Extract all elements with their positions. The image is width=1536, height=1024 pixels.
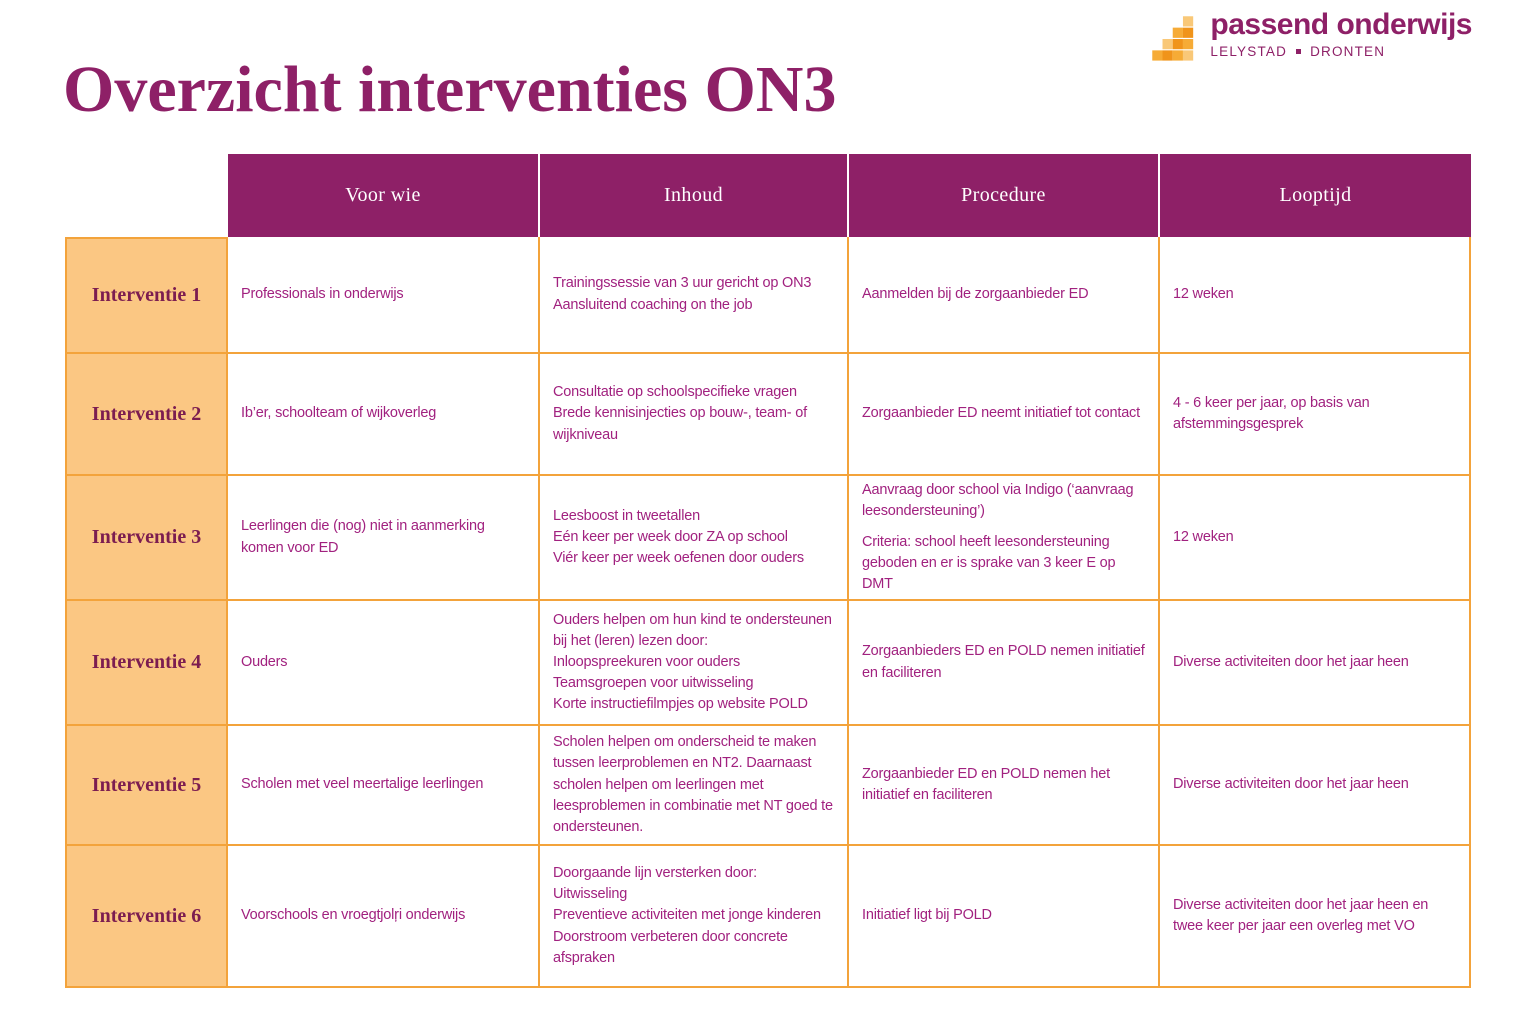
cell-line: Initiatief ligt bij POLD — [862, 907, 992, 924]
row-label-interventie-6: Interventie 6 — [65, 846, 228, 988]
mosaic-squares-icon — [1152, 14, 1198, 64]
cell-paragraph — [553, 382, 834, 445]
cell-line: Zorgaanbieder ED en POLD nemen het initiatief en faciliteren — [862, 765, 1110, 803]
cell-line: Leerlingen die (nog) niet in aanmerking komen voor ED — [241, 518, 485, 556]
cell-looptijd-row-3 — [1160, 476, 1471, 601]
cell-looptijd-row-5 — [1160, 726, 1471, 846]
cell-paragraph — [862, 532, 1145, 595]
cell-paragraph — [862, 480, 1145, 522]
cell-paragraph — [862, 641, 1145, 683]
cell-paragraph — [1173, 895, 1456, 937]
cell-paragraph — [553, 863, 834, 968]
cell-line: Doorgaande lijn versterken door: — [553, 865, 757, 882]
column-header-looptijd: Looptijd — [1160, 154, 1471, 237]
cell-paragraph — [862, 764, 1145, 806]
cell-procedure-row-2 — [849, 354, 1160, 476]
cell-voor-wie-row-5 — [228, 726, 540, 846]
cell-paragraph — [862, 284, 1145, 305]
cell-looptijd-row-1 — [1160, 237, 1471, 354]
cell-procedure-row-4 — [849, 601, 1160, 726]
table-corner-spacer — [65, 154, 228, 237]
row-label-interventie-5: Interventie 5 — [65, 726, 228, 846]
cell-line: Brede kennisinjecties op bouw-, team- of wijkniveau — [553, 405, 807, 443]
cell-line: Aanmelden bij de zorgaanbieder ED — [862, 285, 1089, 302]
cell-paragraph — [553, 273, 834, 315]
cell-paragraph — [241, 774, 525, 795]
cell-paragraph — [1173, 393, 1456, 435]
cell-line: 12 weken — [1173, 285, 1234, 302]
cell-voor-wie-row-1 — [228, 237, 540, 354]
cell-line: 4 - 6 keer per jaar, op basis van afstemmingsgesprek — [1173, 394, 1370, 432]
square-bullet-icon — [1296, 49, 1301, 54]
cell-paragraph — [241, 516, 525, 558]
cell-paragraph — [1173, 652, 1456, 673]
cell-line: Ouders — [241, 653, 288, 670]
logo-location-dronten: DRONTEN — [1310, 44, 1386, 59]
cell-line: Korte instructiefilmpjes op website POLD — [553, 696, 808, 713]
cell-inhoud-row-5 — [540, 726, 849, 846]
cell-line: Teamsgroepen voor uitwisseling — [553, 675, 754, 692]
cell-line: Viér keer per week oefenen door ouders — [553, 550, 804, 566]
cell-paragraph — [241, 652, 525, 673]
cell-line: Scholen helpen om onderscheid te maken tussen leerproblemen en NT2. Daarnaast scholen helpen om leerlingen met leesproblemen in combinatie met NT goed te ondersteunen. — [553, 734, 833, 835]
interventions-table — [65, 154, 1471, 988]
cell-line: Consultatie op schoolspecifieke vragen — [553, 384, 797, 401]
cell-procedure-row-3 — [849, 476, 1160, 601]
cell-inhoud-row-3 — [540, 476, 849, 601]
cell-procedure-row-6 — [849, 846, 1160, 988]
cell-line: Ib’er, schoolteam of wijkoverleg — [241, 405, 437, 422]
cell-looptijd-row-6 — [1160, 846, 1471, 988]
cell-paragraph — [1173, 527, 1456, 548]
cell-line: Zorgaanbieder ED neemt initiatief tot contact — [862, 405, 1140, 422]
cell-line: Trainingssessie van 3 uur gericht op ON3 — [553, 275, 812, 292]
column-header-procedure: Procedure — [849, 154, 1160, 237]
cell-paragraph — [862, 403, 1145, 424]
cell-looptijd-row-2 — [1160, 354, 1471, 476]
page-title: Overzicht interventies ON3 — [63, 53, 837, 126]
row-label-interventie-4: Interventie 4 — [65, 601, 228, 726]
row-label-interventie-3: Interventie 3 — [65, 476, 228, 601]
cell-voor-wie-row-3 — [228, 476, 540, 601]
cell-line: Diverse activiteiten door het jaar heen — [1173, 653, 1409, 670]
cell-line: Ouders helpen om hun kind te ondersteunen bij het (leren) lezen door: — [553, 611, 832, 649]
cell-line: Professionals in onderwijs — [241, 285, 404, 302]
column-header-voor-wie: Voor wie — [228, 154, 540, 237]
cell-paragraph — [553, 732, 834, 837]
row-label-interventie-2: Interventie 2 — [65, 354, 228, 476]
column-header-inhoud: Inhoud — [540, 154, 849, 237]
cell-inhoud-row-4 — [540, 601, 849, 726]
cell-procedure-row-5 — [849, 726, 1160, 846]
logo — [1152, 8, 1472, 64]
cell-paragraph — [553, 610, 834, 715]
cell-paragraph — [241, 403, 525, 424]
cell-line: Uitwisseling — [553, 886, 628, 903]
cell-line: Doorstroom verbeteren door concrete afspraken — [553, 928, 788, 966]
cell-line: Preventieve activiteiten met jonge kinderen — [553, 907, 821, 924]
cell-line: Inloopspreekuren voor ouders — [553, 654, 741, 670]
cell-paragraph — [862, 905, 1145, 926]
cell-line: Diverse activiteiten door het jaar heen en twee keer per jaar een overleg met VO — [1173, 896, 1429, 934]
cell-paragraph — [241, 284, 525, 305]
cell-line: Leesboost in tweetallen — [553, 507, 700, 524]
cell-line: Aansluitend coaching on the job — [553, 296, 753, 313]
cell-line: Zorgaanbieders ED en POLD nemen initiatief en faciliteren — [862, 643, 1145, 681]
logo-brand: passend onderwijs — [1210, 8, 1472, 41]
cell-paragraph — [553, 506, 834, 569]
cell-inhoud-row-2 — [540, 354, 849, 476]
cell-looptijd-row-4 — [1160, 601, 1471, 726]
cell-line: Criteria: school heeft leesondersteuning geboden en er is sprake van 3 keer E op DMT — [862, 533, 1116, 592]
cell-voor-wie-row-4 — [228, 601, 540, 726]
cell-line: Voorschools en vroegtjolŗi onderwijs — [241, 907, 466, 924]
cell-line: Diverse activiteiten door het jaar heen — [1173, 776, 1409, 793]
logo-location-lelystad: LELYSTAD — [1210, 44, 1288, 59]
cell-paragraph — [241, 905, 525, 926]
logo-locations — [1210, 44, 1472, 59]
cell-line: Eén keer per week door ZA op school — [553, 528, 788, 545]
row-label-interventie-1: Interventie 1 — [65, 237, 228, 354]
cell-inhoud-row-6 — [540, 846, 849, 988]
cell-voor-wie-row-2 — [228, 354, 540, 476]
cell-inhoud-row-1 — [540, 237, 849, 354]
cell-line: 12 weken — [1173, 528, 1234, 545]
cell-paragraph — [1173, 774, 1456, 795]
cell-line: Aanvraag door school via Indigo (‘aanvraag leesondersteuning’) — [862, 482, 1134, 520]
cell-voor-wie-row-6 — [228, 846, 540, 988]
cell-paragraph — [1173, 284, 1456, 305]
logo-text — [1210, 8, 1472, 59]
cell-line: Scholen met veel meertalige leerlingen — [241, 776, 484, 793]
cell-procedure-row-1 — [849, 237, 1160, 354]
